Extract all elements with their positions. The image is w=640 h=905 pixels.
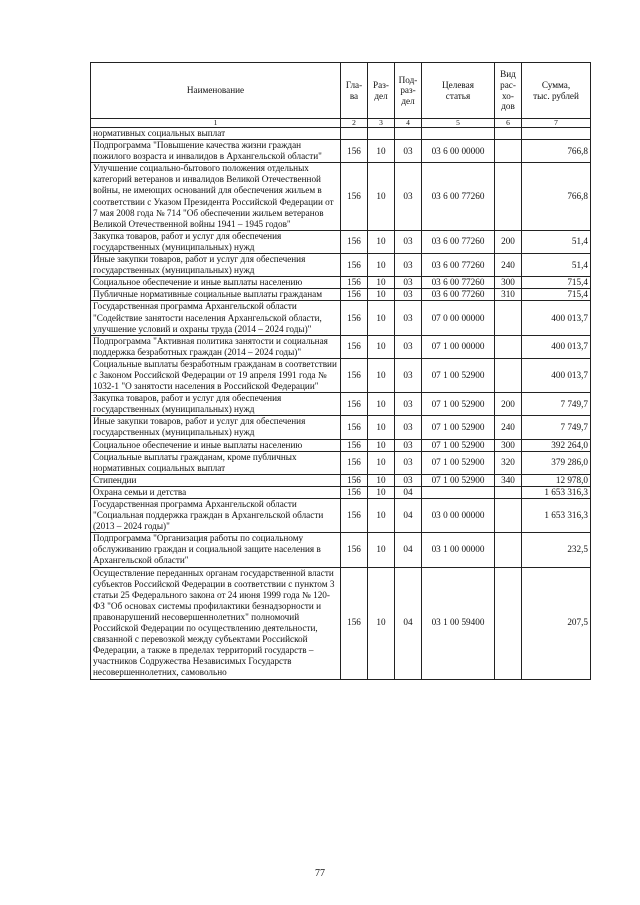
row-chapter: 156 — [341, 301, 368, 335]
row-chapter: 156 — [341, 567, 368, 679]
row-subsection: 03 — [395, 393, 422, 416]
table-row — [91, 301, 591, 335]
row-sum: 766,8 — [522, 163, 591, 231]
row-subsection: 03 — [395, 451, 422, 474]
header-exp-type: Вид рас- хо- дов — [495, 63, 522, 119]
table-row — [91, 474, 591, 486]
row-section: 10 — [368, 416, 395, 439]
row-chapter: 156 — [341, 486, 368, 498]
row-target: 07 1 00 52900 — [422, 474, 495, 486]
row-name: Публичные нормативные социальные выплаты гражданам — [91, 289, 341, 301]
column-number: 5 — [422, 119, 495, 128]
column-number: 2 — [341, 119, 368, 128]
table-row — [91, 128, 591, 140]
row-sum: 715,4 — [522, 277, 591, 289]
row-subsection: 03 — [395, 301, 422, 335]
row-chapter: 156 — [341, 335, 368, 358]
row-name: Осуществление переданных органам государственной власти субъектов Российской Федерации в соответствии с пунктом 3 статьи 25 Федерального закона от 24 июня 1999 года № 120-ФЗ "Об основах системы профилактики безнадзорности и правонарушений несовершеннолетних" полномочий Российской Федерации по осуществлению деятельности, связанной с перевозкой между субъектами Российской Федерации, а также в пределах территорий государств – участников Содружества Независимых Государств несовершеннолетних, самовольно — [91, 567, 341, 679]
table-row — [91, 358, 591, 392]
row-name: Социальное обеспечение и иные выплаты населению — [91, 439, 341, 451]
row-sum: 715,4 — [522, 289, 591, 301]
row-target: 03 1 00 59400 — [422, 567, 495, 679]
row-target: 07 1 00 52900 — [422, 451, 495, 474]
row-section: 10 — [368, 533, 395, 567]
row-sum: 1 653 316,3 — [522, 499, 591, 533]
row-name: нормативных социальных выплат — [91, 128, 341, 140]
row-chapter: 156 — [341, 416, 368, 439]
row-subsection: 03 — [395, 254, 422, 277]
row-exp-type — [495, 533, 522, 567]
table-row — [91, 163, 591, 231]
row-chapter: 156 — [341, 439, 368, 451]
row-subsection — [395, 128, 422, 140]
row-target: 07 1 00 52900 — [422, 358, 495, 392]
row-target: 03 6 00 77260 — [422, 254, 495, 277]
row-exp-type: 300 — [495, 439, 522, 451]
row-exp-type: 240 — [495, 254, 522, 277]
row-subsection: 04 — [395, 499, 422, 533]
row-section: 10 — [368, 301, 395, 335]
row-target — [422, 128, 495, 140]
row-chapter: 156 — [341, 358, 368, 392]
row-sum: 379 286,0 — [522, 451, 591, 474]
row-name: Государственная программа Архангельской области "Социальная поддержка граждан в Архангельской области (2013 – 2024 годы)" — [91, 499, 341, 533]
row-subsection: 03 — [395, 474, 422, 486]
header-subsection: Под- раз- дел — [395, 63, 422, 119]
row-chapter: 156 — [341, 451, 368, 474]
row-name: Стипендии — [91, 474, 341, 486]
row-section: 10 — [368, 277, 395, 289]
row-name: Подпрограмма "Повышение качества жизни граждан пожилого возраста и инвалидов в Архангельской области" — [91, 140, 341, 163]
table-row — [91, 499, 591, 533]
row-section: 10 — [368, 499, 395, 533]
column-number: 1 — [91, 119, 341, 128]
row-name: Улучшение социально-бытового положения отдельных категорий ветеранов и инвалидов Великой Отечественной войны, не имеющих оснований для обеспечения жильем в соответствии с Указом Президента Российской Федерации от 7 мая 2008 года № 714 "Об обеспечении жильем ветеранов Великой Отечественной войны 1941 – 1945 годов" — [91, 163, 341, 231]
header-target: Целевая статья — [422, 63, 495, 119]
row-sum: 400 013,7 — [522, 358, 591, 392]
column-number: 3 — [368, 119, 395, 128]
row-subsection: 03 — [395, 335, 422, 358]
row-chapter: 156 — [341, 163, 368, 231]
row-exp-type: 200 — [495, 230, 522, 253]
column-number: 6 — [495, 119, 522, 128]
row-target: 07 1 00 52900 — [422, 439, 495, 451]
row-name: Закупка товаров, работ и услуг для обеспечения государственных (муниципальных) нужд — [91, 393, 341, 416]
row-name: Подпрограмма "Организация работы по социальному обслуживанию граждан и социальной защите населения в Архангельской области" — [91, 533, 341, 567]
row-subsection: 03 — [395, 439, 422, 451]
row-sum: 400 013,7 — [522, 301, 591, 335]
row-name: Социальные выплаты безработным гражданам в соответствии с Законом Российской Федерации от 19 апреля 1991 года № 1032-1 "О занятости населения в Российской Федерации" — [91, 358, 341, 392]
row-sum: 1 653 316,3 — [522, 486, 591, 498]
row-name: Иные закупки товаров, работ и услуг для обеспечения государственных (муниципальных) нужд — [91, 416, 341, 439]
table-row — [91, 335, 591, 358]
row-chapter: 156 — [341, 277, 368, 289]
row-exp-type: 240 — [495, 416, 522, 439]
budget-table — [90, 62, 591, 680]
row-section: 10 — [368, 335, 395, 358]
table-row — [91, 416, 591, 439]
row-target: 03 6 00 77260 — [422, 230, 495, 253]
header-name: Наименование — [91, 63, 341, 119]
row-subsection: 03 — [395, 416, 422, 439]
row-chapter: 156 — [341, 254, 368, 277]
row-name: Закупка товаров, работ и услуг для обеспечения государственных (муниципальных) нужд — [91, 230, 341, 253]
table-row — [91, 254, 591, 277]
row-name: Государственная программа Архангельской области "Содействие занятости населения Архангельской области, улучшение условий и охраны труда (2014 – 2024 годы)" — [91, 301, 341, 335]
row-name: Иные закупки товаров, работ и услуг для обеспечения государственных (муниципальных) нужд — [91, 254, 341, 277]
row-exp-type: 320 — [495, 451, 522, 474]
row-sum: 51,4 — [522, 230, 591, 253]
row-exp-type — [495, 128, 522, 140]
row-section: 10 — [368, 140, 395, 163]
header-section: Раз- дел — [368, 63, 395, 119]
row-subsection: 03 — [395, 163, 422, 231]
row-sum: 232,5 — [522, 533, 591, 567]
table-row — [91, 451, 591, 474]
table-row — [91, 393, 591, 416]
row-exp-type — [495, 140, 522, 163]
table-row — [91, 486, 591, 498]
row-target: 07 0 00 00000 — [422, 301, 495, 335]
row-target: 03 1 00 00000 — [422, 533, 495, 567]
table-row — [91, 567, 591, 679]
row-chapter: 156 — [341, 499, 368, 533]
row-sum: 7 749,7 — [522, 416, 591, 439]
row-exp-type — [495, 567, 522, 679]
row-exp-type — [495, 163, 522, 231]
row-exp-type — [495, 335, 522, 358]
header-row — [91, 63, 591, 119]
row-section: 10 — [368, 163, 395, 231]
row-subsection: 03 — [395, 289, 422, 301]
table-body — [91, 128, 591, 680]
row-section: 10 — [368, 567, 395, 679]
row-chapter: 156 — [341, 393, 368, 416]
row-section: 10 — [368, 289, 395, 301]
table-row — [91, 533, 591, 567]
row-section: 10 — [368, 439, 395, 451]
row-sum: 766,8 — [522, 140, 591, 163]
row-exp-type: 200 — [495, 393, 522, 416]
table-row — [91, 230, 591, 253]
row-section: 10 — [368, 358, 395, 392]
row-section: 10 — [368, 486, 395, 498]
row-chapter: 156 — [341, 289, 368, 301]
row-target: 03 0 00 00000 — [422, 499, 495, 533]
row-subsection: 03 — [395, 140, 422, 163]
row-target: 03 6 00 77260 — [422, 163, 495, 231]
row-target: 03 6 00 77260 — [422, 289, 495, 301]
row-chapter — [341, 128, 368, 140]
row-chapter: 156 — [341, 230, 368, 253]
row-section: 10 — [368, 451, 395, 474]
row-target: 03 6 00 00000 — [422, 140, 495, 163]
row-subsection: 03 — [395, 358, 422, 392]
row-name: Охрана семьи и детства — [91, 486, 341, 498]
column-number: 4 — [395, 119, 422, 128]
row-exp-type: 300 — [495, 277, 522, 289]
row-subsection: 03 — [395, 277, 422, 289]
header-chapter: Гла- ва — [341, 63, 368, 119]
page-number: 77 — [315, 868, 325, 879]
row-exp-type: 310 — [495, 289, 522, 301]
row-target: 07 1 00 52900 — [422, 393, 495, 416]
row-chapter: 156 — [341, 140, 368, 163]
row-target: 03 6 00 77260 — [422, 277, 495, 289]
row-target: 07 1 00 00000 — [422, 335, 495, 358]
row-subsection: 03 — [395, 230, 422, 253]
header-sum: Сумма, тыс. рублей — [522, 63, 591, 119]
column-number: 7 — [522, 119, 591, 128]
table-row — [91, 140, 591, 163]
table-row — [91, 289, 591, 301]
row-section: 10 — [368, 393, 395, 416]
row-subsection: 04 — [395, 486, 422, 498]
row-exp-type: 340 — [495, 474, 522, 486]
row-name: Социальные выплаты гражданам, кроме публичных нормативных социальных выплат — [91, 451, 341, 474]
row-sum — [522, 128, 591, 140]
row-name: Подпрограмма "Активная политика занятости и социальная поддержка безработных граждан (2014 – 2024 годы)" — [91, 335, 341, 358]
row-subsection: 04 — [395, 567, 422, 679]
row-sum: 207,5 — [522, 567, 591, 679]
row-target — [422, 486, 495, 498]
row-chapter: 156 — [341, 474, 368, 486]
row-section — [368, 128, 395, 140]
row-sum: 7 749,7 — [522, 393, 591, 416]
row-sum: 392 264,0 — [522, 439, 591, 451]
row-exp-type — [495, 486, 522, 498]
row-sum: 400 013,7 — [522, 335, 591, 358]
row-name: Социальное обеспечение и иные выплаты населению — [91, 277, 341, 289]
row-exp-type — [495, 301, 522, 335]
row-chapter: 156 — [341, 533, 368, 567]
row-section: 10 — [368, 474, 395, 486]
row-sum: 51,4 — [522, 254, 591, 277]
row-exp-type — [495, 499, 522, 533]
row-section: 10 — [368, 230, 395, 253]
column-number-row — [91, 119, 591, 128]
row-target: 07 1 00 52900 — [422, 416, 495, 439]
row-subsection: 04 — [395, 533, 422, 567]
row-section: 10 — [368, 254, 395, 277]
row-sum: 12 978,0 — [522, 474, 591, 486]
row-exp-type — [495, 358, 522, 392]
table-row — [91, 439, 591, 451]
table-row — [91, 277, 591, 289]
